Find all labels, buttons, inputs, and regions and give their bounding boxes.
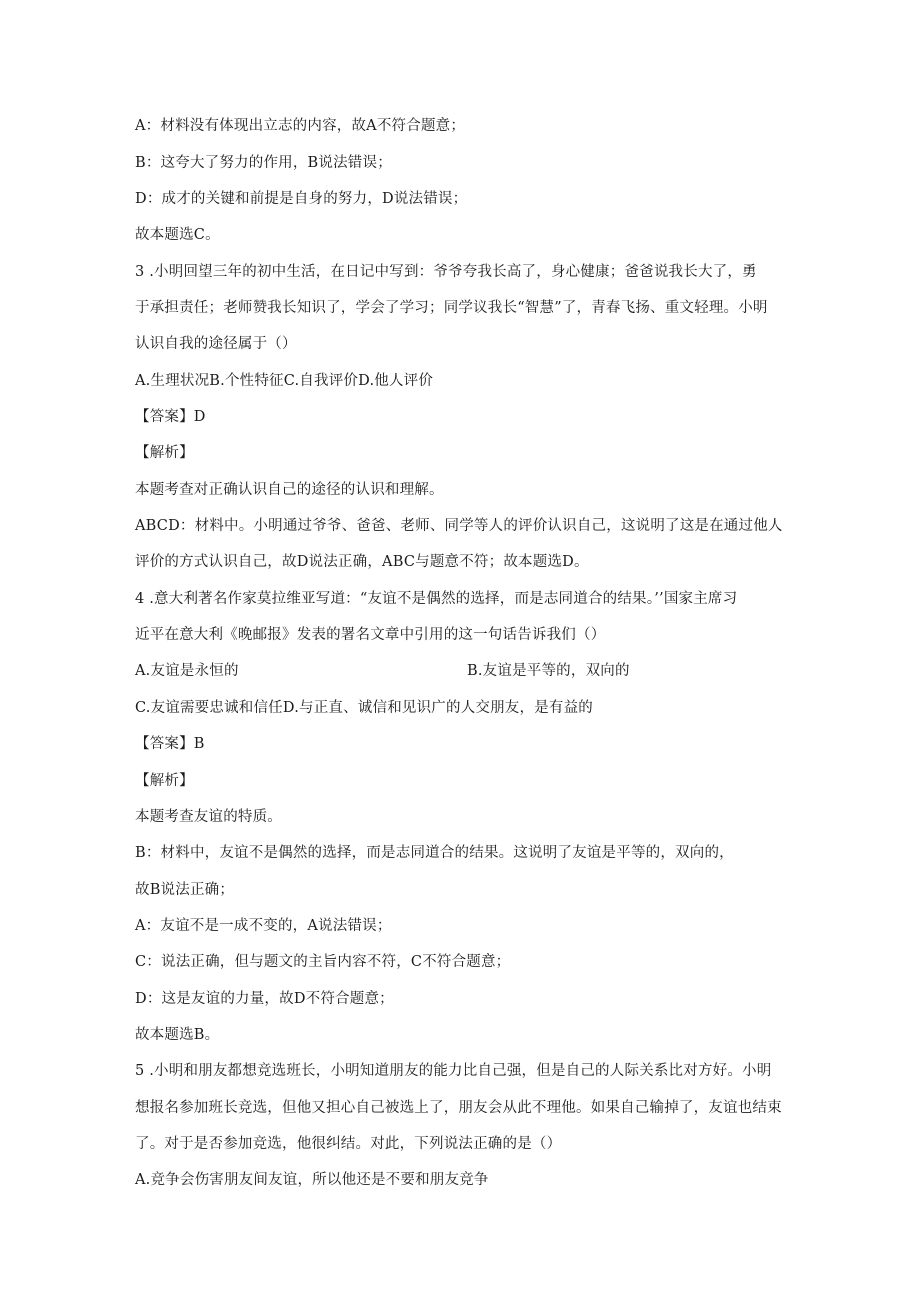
question-5-option-a: A.竞争会伤害朋友间友谊，所以他还是不要和朋友竞争 [135, 1172, 489, 1188]
analysis-label: 【解析】 [135, 773, 194, 789]
answer-label: 【答案】B [135, 736, 205, 752]
text-line: B：材料中，友谊不是偶然的选择，而是志同道合的结果。这说明了友谊是平等的，双向的， [135, 845, 734, 861]
question-4-options [135, 661, 630, 681]
question-3-stem: 认识自我的途径属于（） [135, 336, 297, 352]
text-line: 故本题选C。 [135, 227, 220, 243]
text-line: D：这是友谊的力量，故D不符合题意； [135, 991, 394, 1007]
option-b: B.友谊是平等的，双向的 [467, 663, 630, 679]
question-3-options: A.生理状况B.个性特征C.自我评价D.他人评价 [135, 373, 434, 389]
text-line: A：材料没有体现出立志的内容，故A不符合题意； [135, 118, 466, 134]
question-5-stem: 了。对于是否参加竞选，他很纠结。对此，下列说法正确的是（） [135, 1136, 562, 1152]
question-4-options: C.友谊需要忠诚和信任D.与正直、诚信和见识广的人交朋友，是有益的 [135, 700, 594, 716]
text-line: ABCD：材料中。小明通过爷爷、爸爸、老师、同学等人的评价认识自己，这说明了这是在通过他人 [135, 518, 783, 534]
text-line: 本题考查对正确认识自己的途径的认识和理解。 [135, 482, 444, 498]
text-line: D：成才的关键和前提是自身的努力，D说法错误； [135, 191, 468, 207]
text-line: 故本题选B。 [135, 1027, 220, 1043]
text-line: C：说法正确，但与题文的主旨内容不符，C不符合题意； [135, 954, 511, 970]
answer-label: 【答案】D [135, 409, 206, 425]
question-3-stem: 3 .小明回望三年的初中生活，在日记中写到：爷爷夸我长高了，身心健康；爸爸说我长大了，勇 [135, 264, 757, 280]
question-4-stem: 4 .意大利著名作家莫拉维亚写道：“友谊不是偶然的选择，而是志同道合的结果。’’国家主席习 [135, 591, 738, 607]
text-line: 本题考查友谊的特质。 [135, 809, 282, 825]
question-4-stem: 近平在意大利《晚邮报》发表的署名文章中引用的这一句话告诉我们（） [135, 627, 606, 643]
question-3-stem: 于承担责任；老师赞我长知识了，学会了学习；同学议我长“智慧”了，青春飞扬、重文轻理。小明 [135, 300, 768, 316]
text-line: 故B说法正确； [135, 882, 235, 898]
text-line: B：这夸大了努力的作用，B说法错误； [135, 155, 392, 171]
question-5-stem: 5 .小明和朋友都想竞选班长，小明知道朋友的能力比自己强，但是自己的人际关系比对方好。小明 [135, 1063, 772, 1079]
text-line: 评价的方式认识自己，故D说法正确，ABC与题意不符；故本题选D。 [135, 554, 589, 570]
text-line: A：友谊不是一成不变的，A说法错误； [135, 918, 392, 934]
analysis-label: 【解析】 [135, 445, 194, 461]
option-a: A.友谊是永恒的 [135, 663, 239, 679]
question-5-stem: 想报名参加班长竞选，但他又担心自己被选上了，朋友会从此不理他。如果自己输掉了，友谊也结束 [135, 1100, 782, 1116]
